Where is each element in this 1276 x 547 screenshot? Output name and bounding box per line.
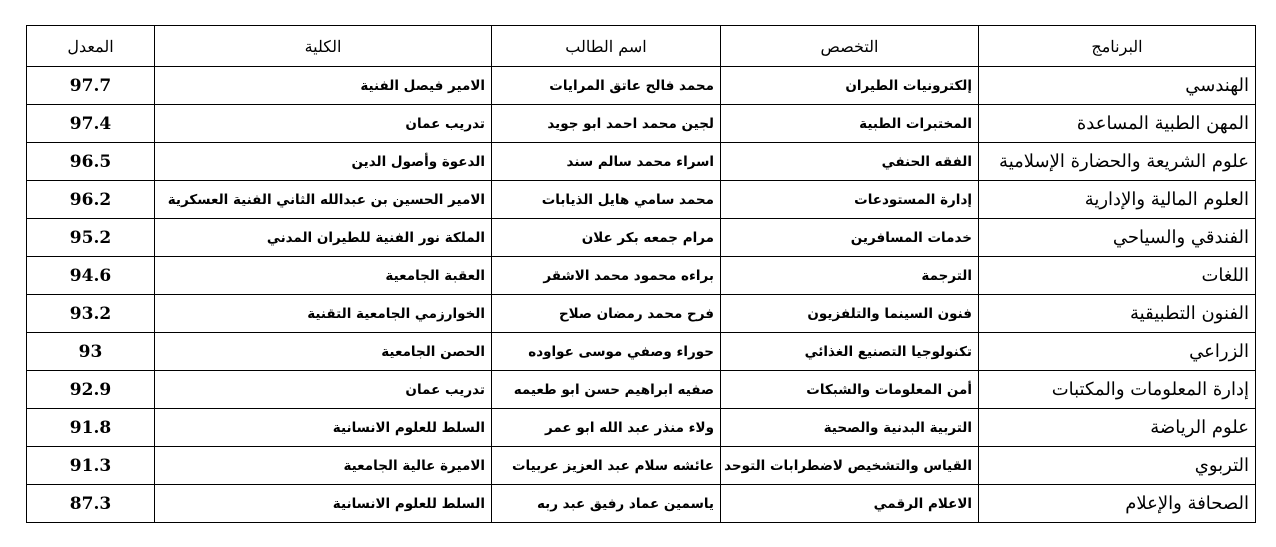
header-major: التخصص (721, 26, 979, 67)
cell-gpa: 97.7 (27, 67, 155, 105)
table-body (27, 67, 1256, 523)
cell-gpa: 97.4 (27, 105, 155, 143)
header-student: اسم الطالب (492, 26, 721, 67)
table-row (27, 371, 1256, 409)
cell-college: الخوارزمي الجامعية التقنية (155, 295, 492, 333)
cell-gpa: 93 (27, 333, 155, 371)
cell-major: إلكترونيات الطيران (721, 67, 979, 105)
cell-program: علوم الشريعة والحضارة الإسلامية (979, 143, 1256, 181)
cell-student: مرام جمعه بكر علان (492, 219, 721, 257)
cell-gpa: 92.9 (27, 371, 155, 409)
cell-major: فنون السينما والتلفزيون (721, 295, 979, 333)
cell-college: الامير فيصل الفنية (155, 67, 492, 105)
cell-college: العقبة الجامعية (155, 257, 492, 295)
cell-student: اسراء محمد سالم سند (492, 143, 721, 181)
cell-college: الملكة نور الفنية للطيران المدني (155, 219, 492, 257)
cell-major: أمن المعلومات والشبكات (721, 371, 979, 409)
cell-student: لجين محمد احمد ابو جويد (492, 105, 721, 143)
cell-student: محمد سامي هايل الذيابات (492, 181, 721, 219)
cell-major: المختبرات الطبية (721, 105, 979, 143)
cell-college: تدريب عمان (155, 105, 492, 143)
table-row (27, 257, 1256, 295)
table-row (27, 105, 1256, 143)
cell-gpa: 96.5 (27, 143, 155, 181)
table-row (27, 333, 1256, 371)
cell-program: الفندقي والسياحي (979, 219, 1256, 257)
cell-program: المهن الطبية المساعدة (979, 105, 1256, 143)
header-college: الكلية (155, 26, 492, 67)
cell-program: اللغات (979, 257, 1256, 295)
table-row (27, 219, 1256, 257)
header-gpa: المعدل (27, 26, 155, 67)
cell-student: صفيه ابراهيم حسن ابو طعيمه (492, 371, 721, 409)
cell-program: الهندسي (979, 67, 1256, 105)
cell-major: إدارة المستودعات (721, 181, 979, 219)
cell-program: علوم الرياضة (979, 409, 1256, 447)
cell-gpa: 96.2 (27, 181, 155, 219)
cell-college: السلط للعلوم الانسانية (155, 409, 492, 447)
table-row (27, 447, 1256, 485)
cell-student: حوراء وصفي موسى عواوده (492, 333, 721, 371)
table-row (27, 143, 1256, 181)
cell-major: الفقه الحنفي (721, 143, 979, 181)
cell-student: براءه محمود محمد الاشقر (492, 257, 721, 295)
cell-gpa: 93.2 (27, 295, 155, 333)
cell-major: تكنولوجيا التصنيع الغذائي (721, 333, 979, 371)
cell-student: ولاء منذر عبد الله ابو عمر (492, 409, 721, 447)
cell-college: السلط للعلوم الانسانية (155, 485, 492, 523)
results-table (26, 25, 1256, 523)
cell-gpa: 91.3 (27, 447, 155, 485)
cell-student: ياسمين عماد رفيق عبد ربه (492, 485, 721, 523)
cell-program: إدارة المعلومات والمكتبات (979, 371, 1256, 409)
header-row (27, 26, 1256, 67)
cell-gpa: 95.2 (27, 219, 155, 257)
cell-major: التربية البدنية والصحية (721, 409, 979, 447)
table-header (27, 26, 1256, 67)
cell-major: الاعلام الرقمي (721, 485, 979, 523)
table-row (27, 409, 1256, 447)
cell-major: الترجمة (721, 257, 979, 295)
header-program: البرنامج (979, 26, 1256, 67)
cell-student: عائشه سلام عبد العزيز عربيات (492, 447, 721, 485)
cell-college: الدعوة وأصول الدين (155, 143, 492, 181)
table-row (27, 485, 1256, 523)
cell-college: تدريب عمان (155, 371, 492, 409)
cell-program: العلوم المالية والإدارية (979, 181, 1256, 219)
cell-college: الاميرة عالية الجامعية (155, 447, 492, 485)
cell-program: الفنون التطبيقية (979, 295, 1256, 333)
cell-program: الصحافة والإعلام (979, 485, 1256, 523)
cell-major: القياس والتشخيص لاضطرابات التوحد (721, 447, 979, 485)
cell-student: محمد فالح عاتق المرايات (492, 67, 721, 105)
table-row (27, 67, 1256, 105)
table-row (27, 295, 1256, 333)
cell-gpa: 91.8 (27, 409, 155, 447)
cell-gpa: 87.3 (27, 485, 155, 523)
cell-college: الحصن الجامعية (155, 333, 492, 371)
table-row (27, 181, 1256, 219)
cell-gpa: 94.6 (27, 257, 155, 295)
cell-major: خدمات المسافرين (721, 219, 979, 257)
cell-program: الزراعي (979, 333, 1256, 371)
cell-program: التربوي (979, 447, 1256, 485)
cell-college: الامير الحسين بن عبدالله الثاني الفنية العسكرية (155, 181, 492, 219)
cell-student: فرح محمد رمضان صلاح (492, 295, 721, 333)
